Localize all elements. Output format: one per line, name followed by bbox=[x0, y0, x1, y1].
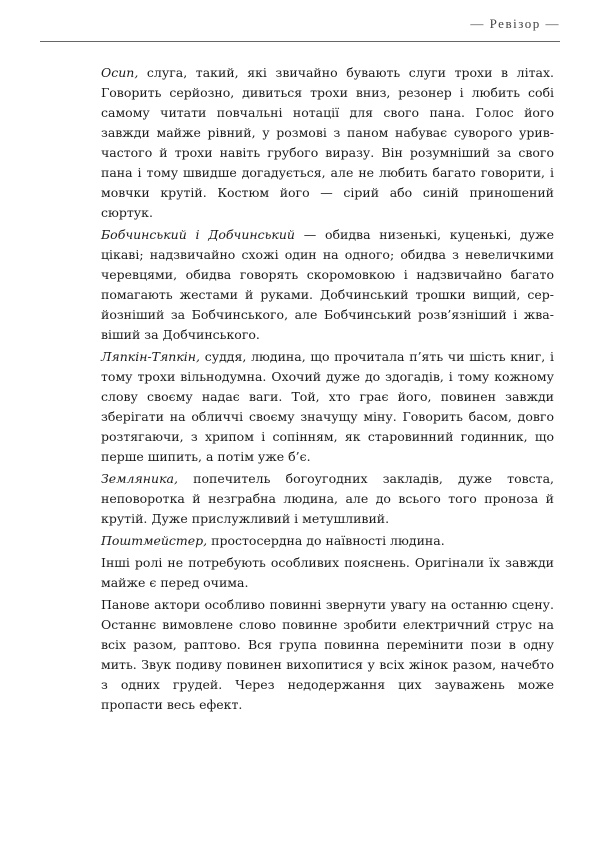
paragraph-lyapkin-tyapkin bbox=[101, 347, 554, 467]
paragraph-text: слуга, такий, які звичайно бувають слуги трохи в літах. Говорить серйозно, дивиться трохи вниз, резонер і любить собі самому читати повчальні нотації для свого пана. Голос його завжди майже рівний, у розмові з паном набуває суворого уривчастого й трохи навіть грубого виразу. Він розумніший за свого пана і тому швидше догадується, але не любить багато говорити, і мовчки крутій. Костюм його — сірий або синій приношений сюртук. bbox=[101, 65, 554, 220]
page-text bbox=[101, 63, 554, 715]
paragraph-osyp bbox=[101, 63, 554, 223]
paragraph-final-scene bbox=[101, 595, 554, 715]
paragraph-text: — обидва низенькі, куценькі, дуже цікаві; надзвичайно схожі один на одного; обидва з невеличкими черевцями, обидва говорять скоромовкою і надзвичайно багато помагають жестами й руками. Добчинський трошки вищий, серйозніший за Бобчинського, але Бобчинський розв’язніший і жвавіший за Добчинського. bbox=[101, 227, 554, 342]
paragraph-text: Інші ролі не потребують особливих пояснень. Оригінали їх завжди майже є перед очима. bbox=[101, 555, 554, 590]
running-header bbox=[40, 16, 560, 32]
character-name: Ляпкін-Тяпкін, bbox=[101, 349, 201, 364]
running-header-title: — Ревізор — bbox=[470, 16, 560, 31]
character-name: Земляника, bbox=[101, 471, 178, 486]
paragraph-poshtmeister bbox=[101, 531, 554, 551]
paragraph-text: суддя, людина, що прочитала п’ять чи шість книг, і тому трохи вільнодумна. Охочий дуже до здогадів, і тому кожному слову своєму надає ваги. Той, хто грає його, повинен завжди зберігати на обличчі своєму значущу міну. Говорить басом, довго розтягаючи, з хрипом і сопінням, як старовинний годинник, що перше шипить, а потім уже б’є. bbox=[101, 349, 554, 464]
character-name: Поштмейстер, bbox=[101, 533, 208, 548]
header-rule bbox=[40, 41, 560, 42]
paragraph-bobchynsky-dobchynsky bbox=[101, 225, 554, 345]
paragraph-text: простосердна до наївності людина. bbox=[207, 533, 445, 548]
character-name: Бобчинський і Добчинський bbox=[101, 227, 295, 242]
paragraph-other-roles bbox=[101, 553, 554, 593]
paragraph-zemlyanyka bbox=[101, 469, 554, 529]
paragraph-text: Панове актори особливо повинні звернути увагу на останню сцену. Останнє вимовлене слово повинне зробити електричний струс на всіх разом, раптово. Вся група повинна перемінити пози в одну мить. Звук подиву повинен вихопитися у всіх жінок разом, начебто з одних грудей. Через недодержання цих зауважень може пропасти весь ефект. bbox=[101, 597, 554, 712]
paragraph-text: попечитель богоугодних закладів, дуже товста, неповоротка й незграбна людина, але до всього того проноза й крутій. Дуже прислужливий і метушливий. bbox=[101, 471, 554, 526]
character-name: Осип, bbox=[101, 65, 139, 80]
